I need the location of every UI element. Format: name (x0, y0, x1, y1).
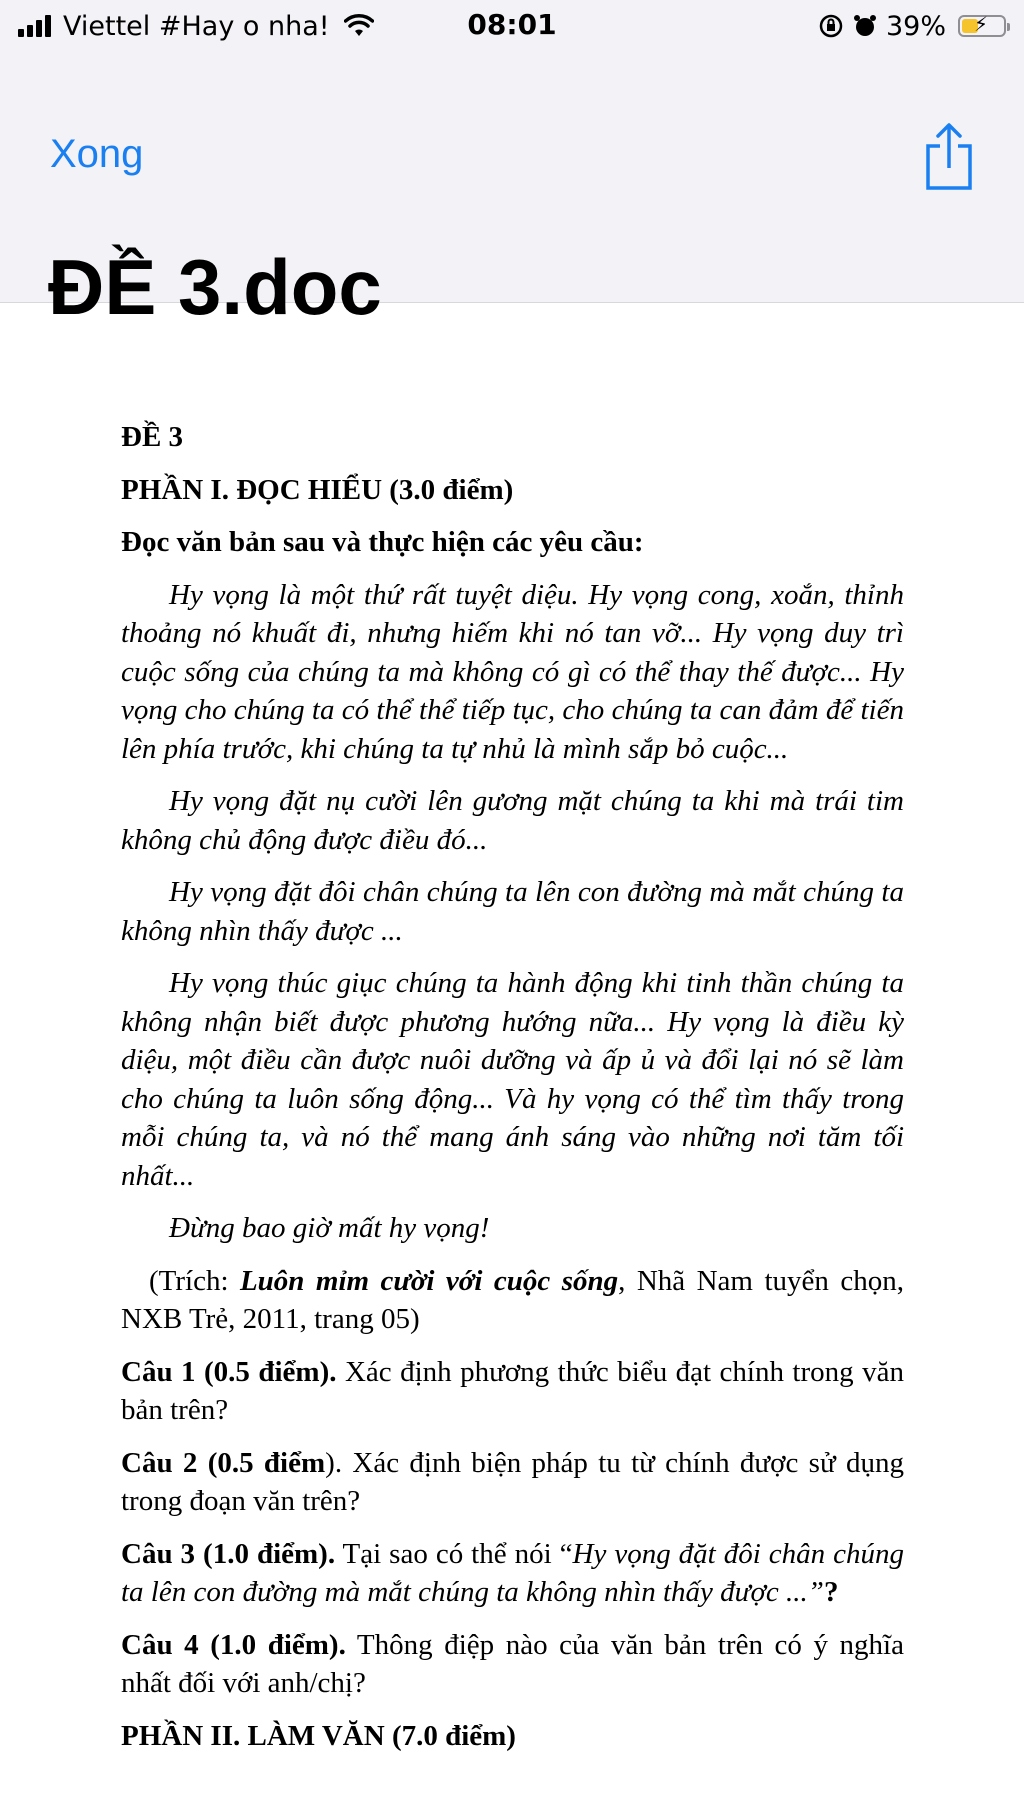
bolt-icon: ⚡ (974, 12, 989, 36)
citation-suffix: , Nhã Nam tuyển chọn, NXB Trẻ, 2011, trang 05) (121, 1264, 904, 1335)
passage-paragraph: Đừng bao giờ mất hy vọng! (169, 1212, 490, 1244)
battery-percent: 39% (885, 10, 946, 42)
question-4 (121, 1626, 904, 1703)
passage-paragraph: Hy vọng thúc giục chúng ta hành động khi tinh thần chúng ta không nhận biết được phương hướng nữa... Hy vọng là điều kỳ diệu, một điều cần được nuôi dưỡng và ấp ủ và đổi lại nó sẽ làm cho chúng ta luôn sống động... Và hy vọng có thể tìm thấy trong mỗi chúng ta, và nó thể mang ánh sáng vào những nơi tăm tối nhất... (121, 967, 904, 1192)
part1-title: PHẦN I. ĐỌC HIỂU (3.0 điểm) (121, 473, 514, 506)
citation (121, 1262, 904, 1339)
battery-charging-icon (958, 12, 1006, 37)
alarm-icon (852, 13, 878, 39)
passage-paragraph: Hy vọng đặt đôi chân chúng ta lên con đường mà mắt chúng ta không nhìn thấy được ... (121, 876, 904, 947)
carrier-name: Viettel #Hay o nha! (63, 10, 330, 42)
citation-prefix: (Trích: (149, 1264, 240, 1297)
passage-paragraph: Hy vọng là một thứ rất tuyệt diệu. Hy vọng cong, xoắn, thỉnh thoảng nó khuất đi, nhưng hiếm khi nó tan vỡ... Hy vọng duy trì cuộc sống của chúng ta mà không có gì có thể thay thế được... Hy vọng cho chúng ta có thể thể tiếp tục, cho chúng ta can đảm để tiến lên phía trước, khi chúng ta tự nhủ là mình sắp bỏ cuộc... (121, 578, 904, 765)
question-label: Câu 3 (1.0 điểm). (121, 1537, 336, 1570)
question-1 (121, 1353, 904, 1430)
question-quote: Hy vọng đặt đôi chân chúng ta lên con đường mà mắt chúng ta không nhìn thấy được ... (121, 1537, 904, 1608)
share-icon[interactable] (922, 122, 976, 192)
status-bar (0, 0, 1024, 52)
question-3 (121, 1535, 904, 1612)
signal-icon (18, 15, 51, 37)
document-title: ĐỀ 3.doc (48, 243, 382, 331)
question-label-end: ). (325, 1446, 343, 1479)
done-button[interactable]: Xong (50, 132, 144, 176)
status-left (18, 11, 374, 42)
document-content (121, 418, 904, 1769)
question-end: ? (823, 1576, 839, 1608)
question-text: Xác định phương thức biểu đạt chính trong văn bản trên? (121, 1355, 904, 1426)
question-label: Câu 1 (0.5 điểm). (121, 1355, 337, 1388)
instruction: Đọc văn bản sau và thực hiện các yêu cầu: (121, 526, 644, 558)
clock: 08:01 (467, 8, 557, 41)
question-2 (121, 1444, 904, 1521)
question-label: Câu 4 (1.0 điểm). (121, 1628, 346, 1661)
orientation-lock-icon (818, 13, 844, 39)
question-label: Câu 2 (0.5 điểm (121, 1446, 326, 1479)
citation-book: Luôn mỉm cười với cuộc sống (239, 1264, 619, 1297)
passage-paragraph: Hy vọng đặt nụ cười lên gương mặt chúng ta khi mà trái tim không chủ động được điều đó... (121, 785, 904, 856)
document-heading: ĐỀ 3 (121, 421, 184, 453)
nav-header (0, 52, 1024, 331)
question-text: Thông điệp nào của văn bản trên có ý nghĩa nhất đối với anh/chị? (121, 1628, 904, 1699)
question-text: Xác định biện pháp tu từ chính được sử dụng trong đoạn văn trên? (121, 1446, 904, 1517)
part2-title: PHẦN II. LÀM VĂN (7.0 điểm) (121, 1719, 516, 1752)
question-quote-end: ” (807, 1576, 824, 1608)
question-text: Tại sao có thể nói “ (335, 1537, 573, 1570)
wifi-icon (344, 14, 374, 38)
status-right (818, 11, 1006, 42)
